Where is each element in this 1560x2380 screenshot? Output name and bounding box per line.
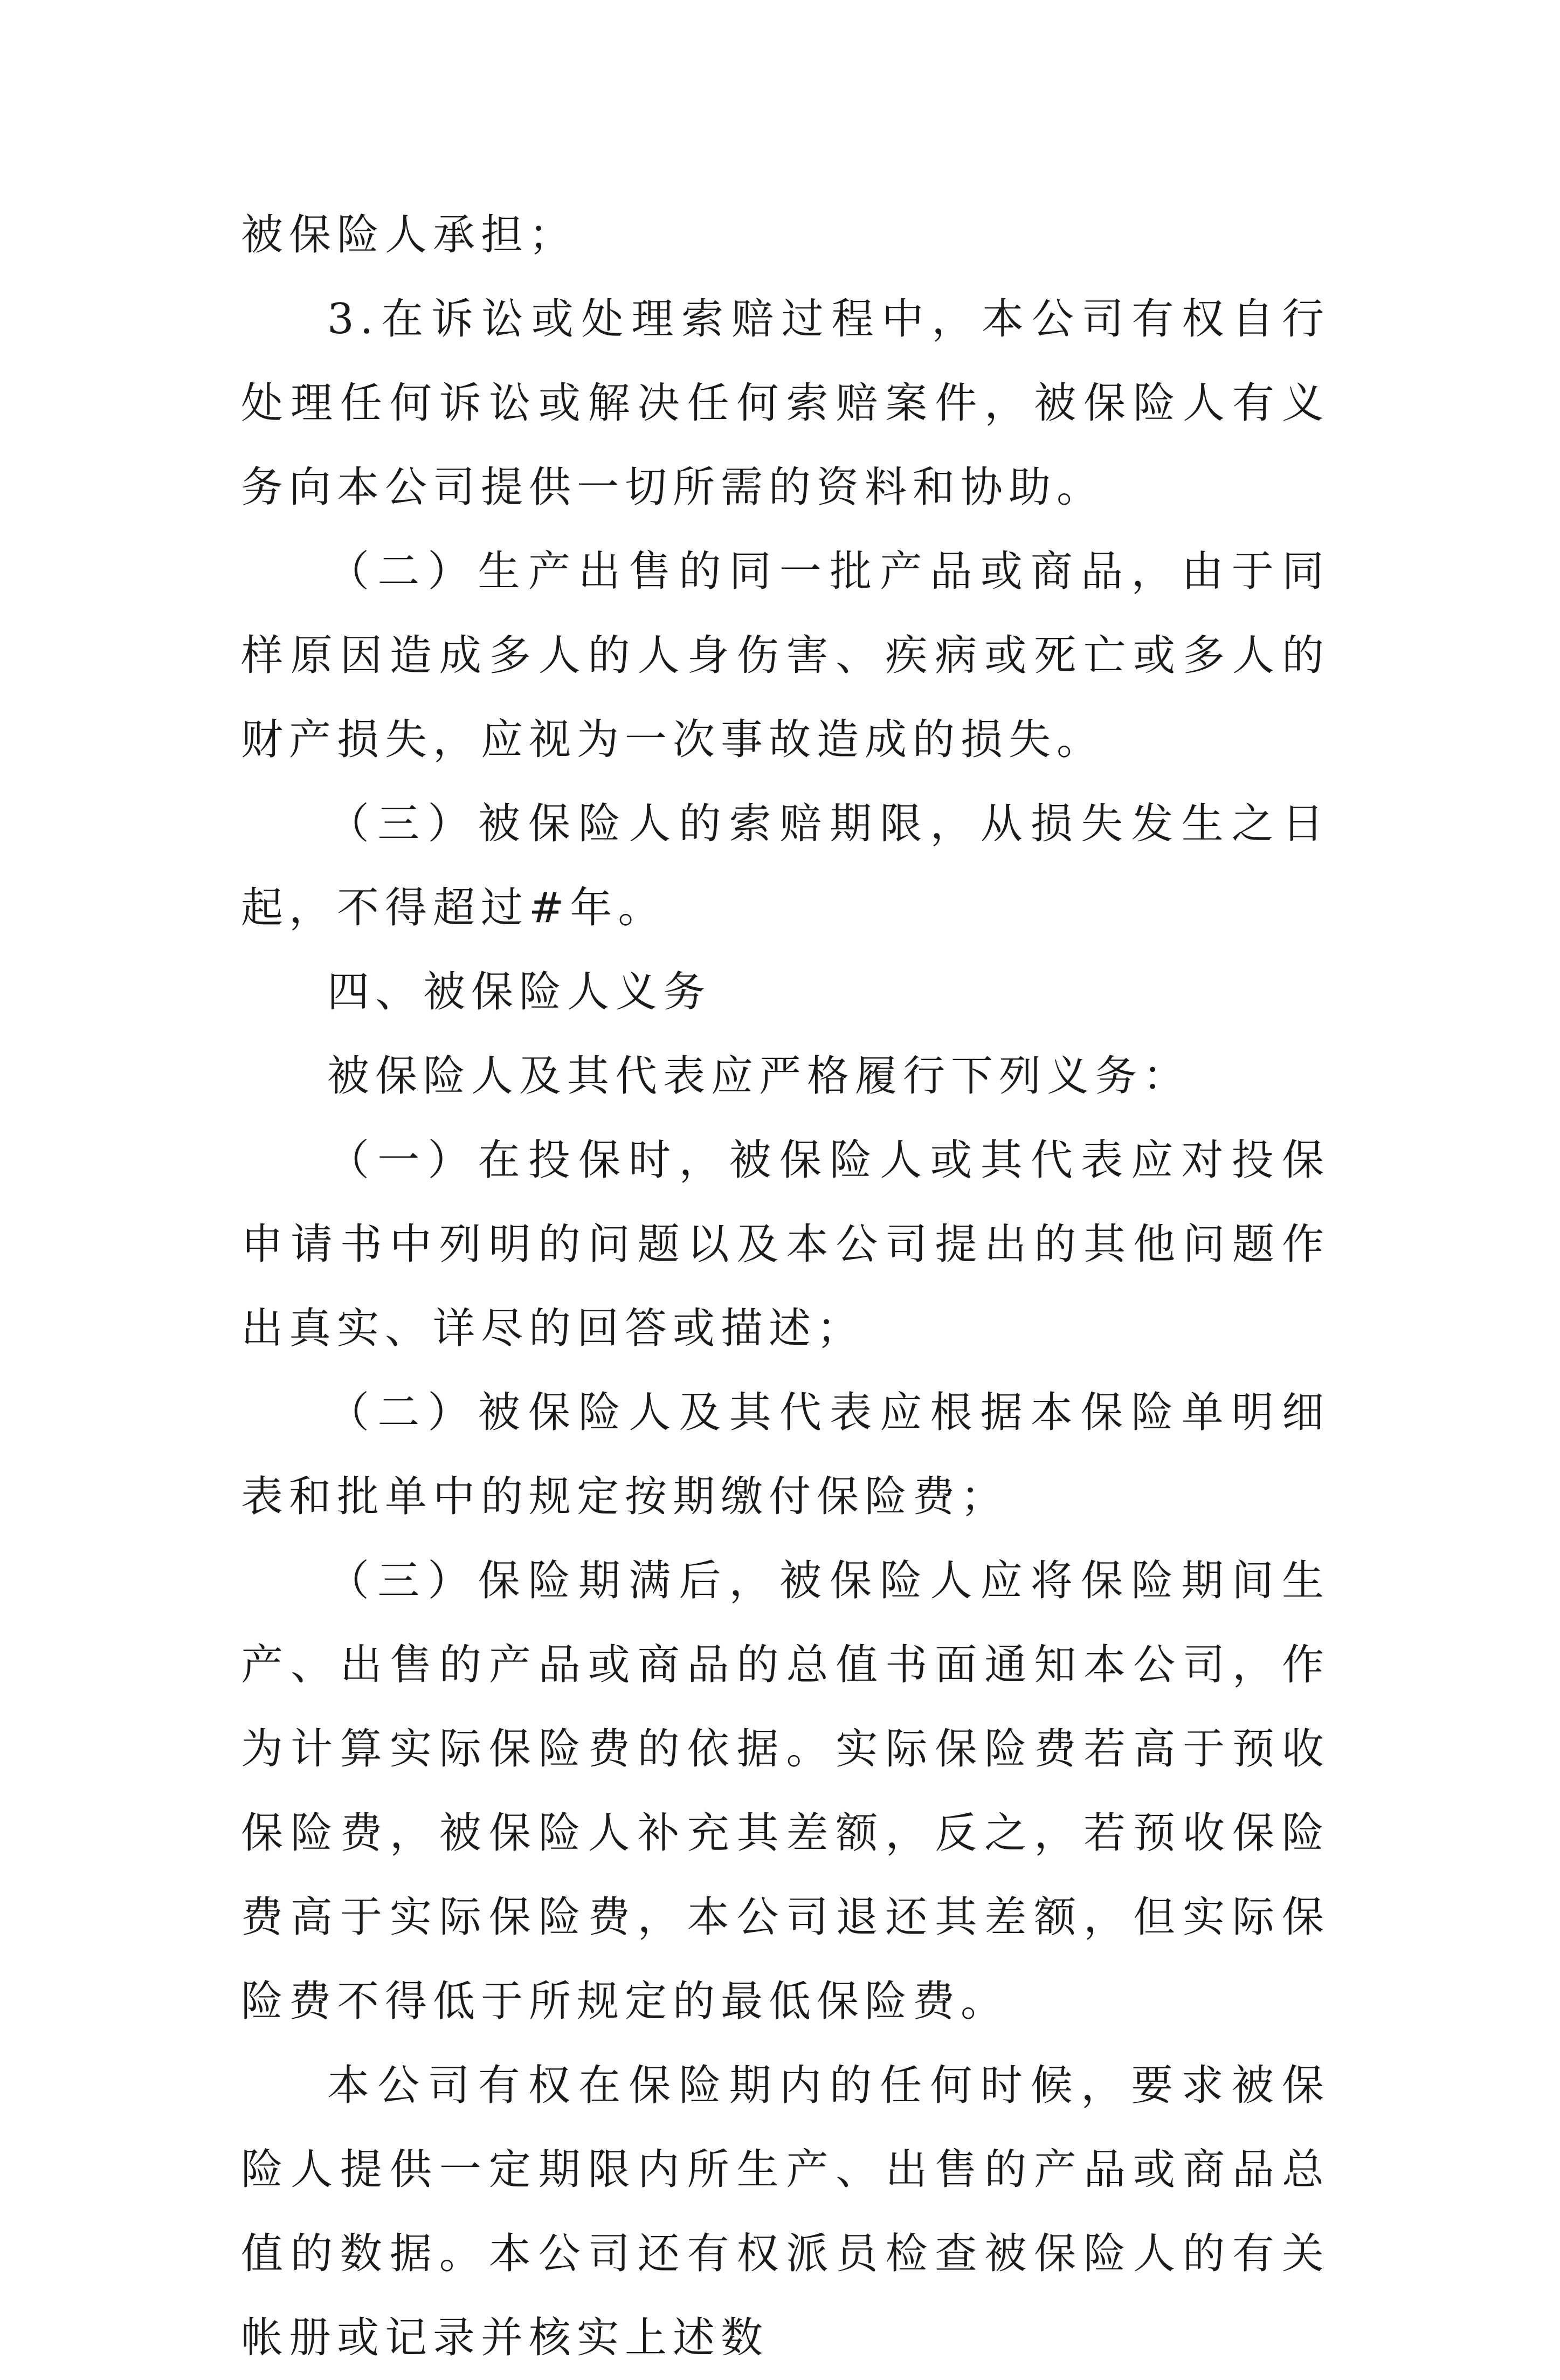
paragraph-7: （一）在投保时，被保险人或其代表应对投保申请书中列明的问题以及本公司提出的其他问题作出真实、详尽的回答或描述；	[241, 1136, 1330, 1353]
document-body	[241, 193, 1330, 2380]
paragraph-1: 被保险人承担；	[241, 211, 577, 259]
paragraph-2: 3.在诉讼或处理索赔过程中，本公司有权自行处理任何诉讼或解决任何索赔案件，被保险人有义务向本公司提供一切所需的资料和协助。	[241, 295, 1330, 512]
paragraph-10: 本公司有权在保险期内的任何时候，要求被保险人提供一定期限内所生产、出售的产品或商品总值的数据。本公司还有权派员检查被保险人的有关帐册或记录并核实上述数	[241, 2061, 1330, 2362]
paragraph-8: （二）被保险人及其代表应根据本保险单明细表和批单中的规定按期缴付保险费；	[241, 1388, 1330, 1521]
paragraph-4: （三）被保险人的索赔期限，从损失发生之日起，不得超过#年。	[241, 800, 1330, 932]
paragraph-9: （三）保险期满后，被保险人应将保险期间生产、出售的产品或商品的总值书面通知本公司，作为计算实际保险费的依据。实际保险费若高于预收保险费，被保险人补充其差额，反之，若预收保险费高于实际保险费，本公司退还其差额，但实际保险费不得低于所规定的最低保险费。	[241, 1557, 1330, 2026]
paragraph-3: （二）生产出售的同一批产品或商品，由于同样原因造成多人的人身伤害、疾病或死亡或多人的财产损失，应视为一次事故造成的损失。	[241, 547, 1330, 764]
section-heading: 四、被保险人义务	[327, 968, 712, 1016]
paragraph-6: 被保险人及其代表应严格履行下列义务：	[327, 1052, 1191, 1100]
